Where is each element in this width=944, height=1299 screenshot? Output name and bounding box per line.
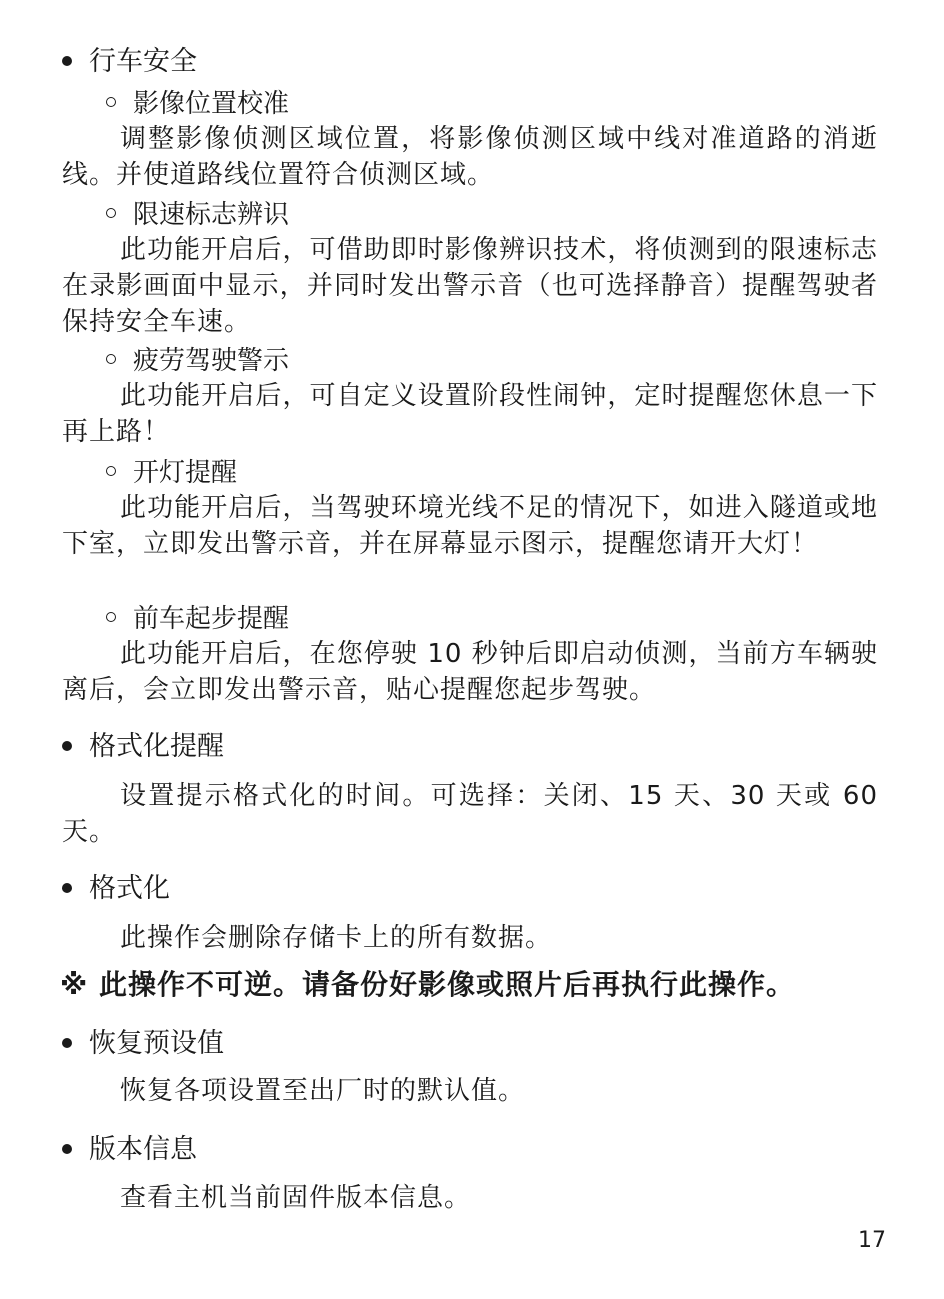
section-description: 查看主机当前固件版本信息。 <box>120 1183 472 1213</box>
bullet-dot-icon <box>62 883 72 893</box>
bullet-circle-icon <box>106 208 116 218</box>
bullet-dot-icon <box>62 1038 72 1048</box>
subitem-title <box>104 601 289 637</box>
bullet-circle-icon <box>106 466 116 476</box>
bullet-circle-icon <box>106 612 116 622</box>
subitem-title <box>104 86 289 122</box>
bullet-circle-icon <box>106 354 116 364</box>
subitem-description: 此功能开启后，当驾驶环境光线不足的情况下，如进入隧道或地下室，立即发出警示音，并在屏幕显示图示，提醒您请开大灯！ <box>62 493 878 559</box>
bullet-dot-icon <box>62 741 72 751</box>
section-heading: 行车安全 <box>89 46 197 77</box>
subitem-title-text: 前车起步提醒 <box>133 604 290 634</box>
irreversible-warning: ※ 此操作不可逆。请备份好影像或照片后再执行此操作。 <box>60 968 795 1001</box>
section-description: 设置提示格式化的时间。可选择：关闭、15 天、30 天或 60 天。 <box>62 781 878 847</box>
subitem-description: 此功能开启后，在您停驶 10 秒钟后即启动侦测，当前方车辆驶离后，会立即发出警示音，贴心提醒您起步驾驶。 <box>62 639 878 705</box>
subitem-title <box>104 343 289 379</box>
section-heading: 恢复预设值 <box>89 1028 224 1059</box>
subitem-title-text: 开灯提醒 <box>133 458 238 488</box>
subitem-title-text: 疲劳驾驶警示 <box>133 346 290 376</box>
bullet-dot-icon <box>62 56 72 66</box>
section-heading: 格式化 <box>89 873 170 904</box>
section-version-info <box>58 1132 197 1168</box>
subitem-title-text: 影像位置校准 <box>133 89 290 119</box>
section-format-reminder <box>58 729 224 765</box>
subitem-title <box>104 197 289 233</box>
subitem-description: 此功能开启后，可借助即时影像辨识技术，将侦测到的限速标志在录影画面中显示，并同时发出警示音（也可选择静音）提醒驾驶者保持安全车速。 <box>62 235 878 337</box>
section-driving-safety <box>58 44 197 80</box>
subitem-title-text: 限速标志辨识 <box>133 200 290 230</box>
subitem-description: 调整影像侦测区域位置，将影像侦测区域中线对准道路的消逝线。并使道路线位置符合侦测区域。 <box>62 124 878 190</box>
section-heading: 格式化提醒 <box>89 731 224 762</box>
section-heading: 版本信息 <box>89 1134 197 1165</box>
bullet-dot-icon <box>62 1144 72 1154</box>
section-description: 恢复各项设置至出厂时的默认值。 <box>120 1076 526 1106</box>
subitem-description: 此功能开启后，可自定义设置阶段性闹钟，定时提醒您休息一下再上路！ <box>62 381 878 447</box>
section-format <box>58 871 170 907</box>
section-description: 此操作会删除存储卡上的所有数据。 <box>120 923 553 953</box>
page-number: 17 <box>858 1228 886 1253</box>
subitem-title <box>104 455 237 491</box>
bullet-circle-icon <box>106 97 116 107</box>
section-restore-defaults <box>58 1026 224 1062</box>
